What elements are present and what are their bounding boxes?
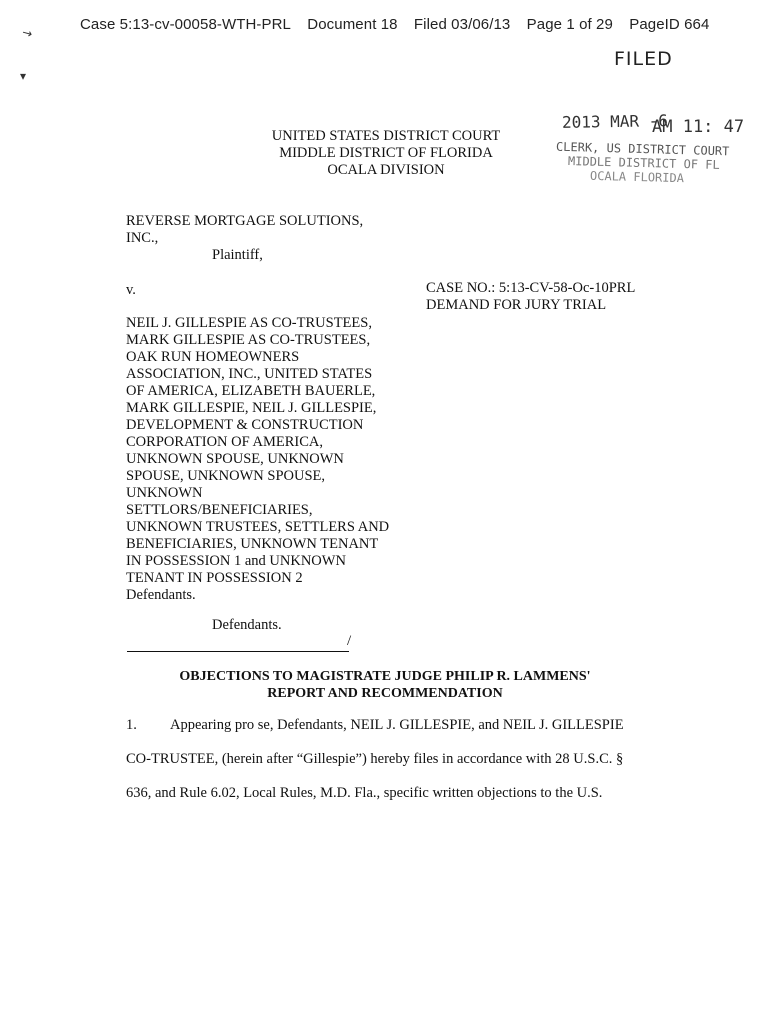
defendant-line: TENANT IN POSSESSION 2 xyxy=(126,570,303,586)
paragraph-line-3: 636, and Rule 6.02, Local Rules, M.D. Fla., specific written objections to the U.S. xyxy=(126,785,603,801)
stamp-division: OCALA FLORIDA xyxy=(589,168,685,186)
stamp-date: 2013 MAR -6 xyxy=(561,111,669,132)
defendant-line: OAK RUN HOMEOWNERS xyxy=(126,349,300,365)
case-info-block xyxy=(426,280,635,314)
document-title xyxy=(140,668,630,702)
paragraph-number: 1. xyxy=(126,717,137,733)
defendant-line: BENEFICIARIES, UNKNOWN TENANT xyxy=(126,536,379,552)
defendant-line: UNKNOWN SPOUSE, UNKNOWN xyxy=(126,451,344,467)
stamp-time: AM 11: 47 xyxy=(652,117,745,137)
jury-demand: DEMAND FOR JURY TRIAL xyxy=(426,297,607,313)
defendant-line: NEIL J. GILLESPIE AS CO-TRUSTEES, xyxy=(126,315,372,331)
defendant-line: Defendants. xyxy=(126,587,196,603)
plaintiff-role: Plaintiff, xyxy=(212,247,263,263)
court-name: UNITED STATES DISTRICT COURT xyxy=(271,128,501,144)
filed-date: Filed 03/06/13 xyxy=(413,16,511,33)
defendant-line: OF AMERICA, ELIZABETH BAUERLE, xyxy=(126,383,376,399)
stamp-district: MIDDLE DISTRICT OF FL xyxy=(567,154,720,172)
filed-stamp-word: FILED xyxy=(614,48,673,70)
plaintiff-name-cont: INC., xyxy=(126,230,159,246)
defendant-line: IN POSSESSION 1 and UNKNOWN xyxy=(126,553,346,569)
defendant-line: MARK GILLESPIE, NEIL J. GILLESPIE, xyxy=(126,400,377,416)
page-number: Page 1 of 29 xyxy=(526,16,613,33)
defendant-line: MARK GILLESPIE AS CO-TRUSTEES, xyxy=(126,332,371,348)
plaintiff-name: REVERSE MORTGAGE SOLUTIONS, xyxy=(126,213,364,229)
paragraph-line-1: Appearing pro se, Defendants, NEIL J. GILLESPIE, and NEIL J. GILLESPIE xyxy=(170,717,624,733)
defendant-line: SPOUSE, UNKNOWN SPOUSE, xyxy=(126,468,325,484)
scan-mark-icon: ▾ xyxy=(20,69,27,83)
document-header xyxy=(80,16,709,33)
defendant-line: DEVELOPMENT & CONSTRUCTION xyxy=(126,417,364,433)
caption-rule xyxy=(127,651,349,652)
scan-mark-icon: ↘ xyxy=(19,24,35,42)
defendant-line: CORPORATION OF AMERICA, xyxy=(126,434,323,450)
paragraph-line-2: CO-TRUSTEE, (herein after “Gillespie”) hereby files in accordance with 28 U.S.C. § xyxy=(126,751,624,767)
defendant-line: SETTLORS/BENEFICIARIES, xyxy=(126,502,313,518)
title-line-2: REPORT AND RECOMMENDATION xyxy=(267,686,503,701)
case-number-header: Case 5:13-cv-00058-WTH-PRL xyxy=(80,16,292,33)
document-number: Document 18 xyxy=(307,16,398,33)
defendant-line: ASSOCIATION, INC., UNITED STATES xyxy=(126,366,373,382)
defendant-line: UNKNOWN TRUSTEES, SETTLERS AND xyxy=(126,519,390,535)
defendants-list xyxy=(126,315,389,604)
plaintiff-block xyxy=(126,213,363,247)
stamp-clerk: CLERK, US DISTRICT COURT xyxy=(555,139,730,159)
caption-slash: / xyxy=(347,633,352,649)
court-division: OCALA DIVISION xyxy=(327,162,445,178)
defendant-line: UNKNOWN xyxy=(126,485,203,501)
court-district: MIDDLE DISTRICT OF FLORIDA xyxy=(279,145,493,161)
defendants-role: Defendants. xyxy=(212,617,282,633)
title-line-1: OBJECTIONS TO MAGISTRATE JUDGE PHILIP R. LAMMENS' xyxy=(179,669,591,684)
case-number: CASE NO.: 5:13-CV-58-Oc-10PRL xyxy=(426,280,636,296)
court-caption xyxy=(250,128,522,179)
versus: v. xyxy=(126,282,136,298)
page-id: PageID 664 xyxy=(629,16,710,33)
